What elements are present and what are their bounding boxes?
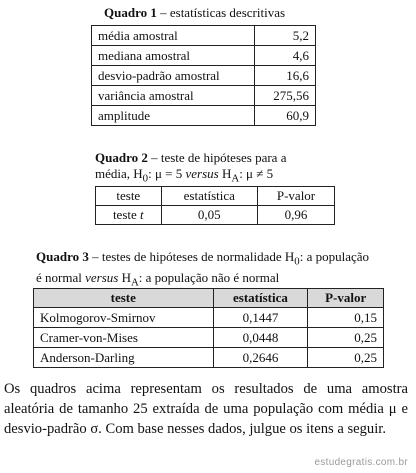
statistic-value: 0,1447 [213, 308, 308, 328]
table-header-row [34, 289, 384, 308]
caption-subscript: 0 [294, 255, 300, 268]
statistic-value: 0,2646 [213, 348, 308, 368]
stat-label: variância amostral [92, 86, 255, 106]
table-row [92, 106, 316, 126]
column-header: teste [96, 187, 162, 206]
caption-text: H [118, 269, 131, 285]
table-row [34, 308, 384, 328]
stat-value: 275,56 [255, 86, 316, 106]
caption-text: : μ ≠ 5 [239, 166, 274, 181]
quadro-1-title: Quadro 1 [104, 5, 157, 20]
caption-text: H [218, 166, 232, 181]
quadro-3-caption [36, 249, 408, 290]
p-value: 0,25 [308, 328, 384, 348]
stat-value: 16,6 [255, 66, 316, 86]
test-name-text: teste [112, 207, 141, 222]
test-name: Cramer-von-Mises [34, 328, 214, 348]
quadro-3-title: Quadro 3 [36, 249, 89, 264]
caption-text: média, H [95, 166, 143, 181]
test-name: Anderson-Darling [34, 348, 214, 368]
statistic-value: 0,05 [161, 206, 257, 225]
quadro-2-caption [95, 150, 325, 187]
test-name-italic: t [140, 207, 144, 222]
quadro-3-table [33, 288, 384, 368]
stat-label: amplitude [92, 106, 255, 126]
caption-subscript: 0 [142, 172, 149, 185]
caption-text: é normal [36, 269, 86, 285]
caption-text: – teste de hipóteses para a [147, 150, 287, 165]
p-value: 0,96 [258, 206, 335, 225]
caption-italic: versus [185, 166, 219, 181]
site-watermark: estudegratis.com.br [314, 457, 408, 468]
caption-text: – testes de hipóteses de normalidade H [88, 249, 295, 264]
quadro-2-table [95, 186, 335, 225]
caption-text: : a população [299, 249, 370, 264]
question-paragraph: Os quadros acima representam os resultados de uma amostra aleatória de tamanho 25 extraída de uma população com média μ e desvio-padrão σ. Com base nesses dados, julgue os itens a seguir. [4, 381, 408, 437]
caption-subscript: A [130, 276, 139, 289]
column-header: teste [34, 289, 214, 308]
test-name: Kolmogorov-Smirnov [34, 308, 214, 328]
caption-text: : a população não é normal [138, 269, 280, 285]
column-header: P-valor [308, 289, 384, 308]
caption-subscript: A [231, 172, 240, 185]
p-value: 0,25 [308, 348, 384, 368]
column-header: estatística [213, 289, 308, 308]
table-row [34, 348, 384, 368]
table-row [92, 46, 316, 66]
test-name [96, 206, 162, 225]
column-header: estatística [161, 187, 257, 206]
stat-value: 60,9 [255, 106, 316, 126]
statistic-value: 0,0448 [213, 328, 308, 348]
stat-label: mediana amostral [92, 46, 255, 66]
table-row [96, 206, 335, 225]
stat-value: 5,2 [255, 26, 316, 46]
quadro-1-table [91, 25, 316, 126]
stat-value: 4,6 [255, 46, 316, 66]
caption-italic: versus [85, 269, 119, 285]
table-row [92, 86, 316, 106]
caption-text: : μ = 5 [148, 166, 186, 181]
p-value: 0,15 [308, 308, 384, 328]
table-row [92, 26, 316, 46]
stat-label: média amostral [92, 26, 255, 46]
stat-label: desvio-padrão amostral [92, 66, 255, 86]
table-row [34, 328, 384, 348]
table-header-row [96, 187, 335, 206]
quadro-1-subtitle: – estatísticas descritivas [156, 5, 286, 20]
table-row [92, 66, 316, 86]
quadro-1-caption [104, 5, 285, 21]
quadro-2-title: Quadro 2 [95, 150, 148, 165]
column-header: P-valor [258, 187, 335, 206]
